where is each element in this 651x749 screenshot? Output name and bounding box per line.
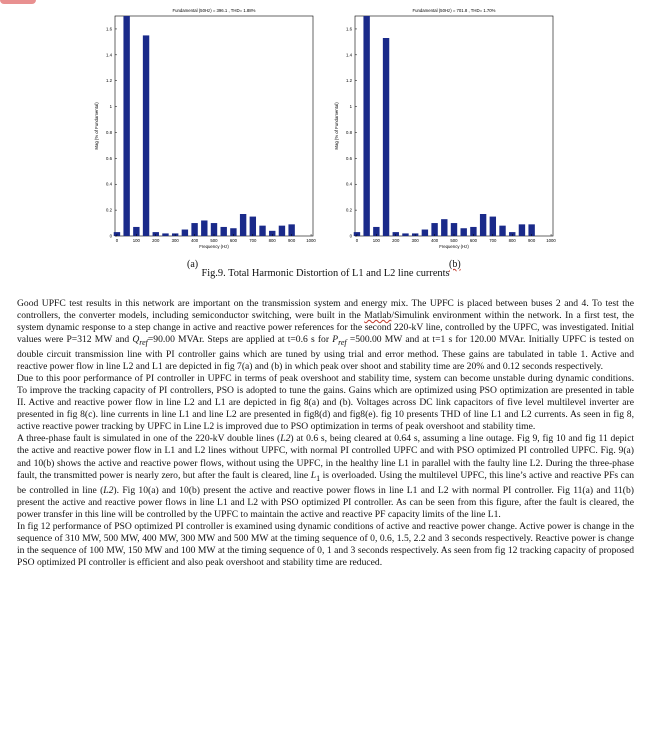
logo-fragment <box>0 0 36 4</box>
x-tick-label: 600 <box>469 238 477 243</box>
x-tick-label: 500 <box>210 238 218 243</box>
subfigure-label-b-text: (b) <box>449 259 461 270</box>
harmonic-bar <box>402 233 408 236</box>
body-text <box>17 298 634 569</box>
thd-chart-l2 <box>325 4 575 249</box>
y-tick-label: 0.8 <box>106 129 112 135</box>
harmonic-bar <box>490 217 496 236</box>
y-tick-label: 0.2 <box>106 207 112 213</box>
harmonic-bar <box>383 38 389 236</box>
x-tick-label: 400 <box>191 238 199 243</box>
y-tick-label: 1.2 <box>346 78 352 84</box>
x-tick-label: 0 <box>115 238 119 243</box>
harmonic-bar <box>162 233 168 236</box>
x-tick-label: 200 <box>392 238 400 243</box>
x-axis-label: Frequency (Hz) <box>199 244 229 249</box>
x-axis-label: Frequency (Hz) <box>439 244 469 249</box>
y-tick-label: 0.2 <box>346 207 352 213</box>
y-tick-label: 0.6 <box>346 155 352 161</box>
harmonic-bar <box>259 226 265 236</box>
x-tick-label: 800 <box>508 238 516 243</box>
x-tick-label: 900 <box>288 238 296 243</box>
harmonic-bar <box>363 16 369 236</box>
x-tick-label: 1000 <box>306 238 316 243</box>
harmonic-bar <box>201 220 207 236</box>
harmonic-bar <box>143 35 149 236</box>
chart-title: Fundamental (50Hz) = 396.1 , THD= 1.88% <box>172 8 256 13</box>
y-tick-label: 1 <box>349 104 352 110</box>
y-axis-label: Mag (% of Fundamental) <box>334 102 339 150</box>
harmonic-bar <box>240 214 246 236</box>
y-tick-label: 0 <box>109 233 112 239</box>
x-tick-label: 600 <box>229 238 237 243</box>
y-tick-label: 0.6 <box>106 155 112 161</box>
y-tick-label: 1.6 <box>346 26 352 32</box>
y-tick-label: 1.4 <box>106 52 112 58</box>
x-tick-label: 300 <box>171 238 179 243</box>
x-tick-label: 300 <box>411 238 419 243</box>
harmonic-bar <box>279 226 285 236</box>
x-tick-label: 100 <box>132 238 140 243</box>
harmonic-bar <box>499 226 505 236</box>
x-tick-label: 500 <box>450 238 458 243</box>
paragraph-4: In fig 12 performance of PSO optimized PI controller is examined using dynamic conditions of active and reactive power change. Active power is change in the sequence of 310 MW, 500 MW, 400 MW, 300 MW and 500 MW at the timing sequence of 0, 0.6, 1.5, 2.2 and 3 seconds respectively. Reactive power is change in the sequence of 100 MW, 150 MW and 100 MW at the timing sequence of 0, 1 and 3 seconds respectively. As seen from fig 12 tracking capacity of proposed PSO optimized PI controller is efficient and also peak overshoot and stability time are reduced. <box>17 520 634 568</box>
thd-chart-l2-svg <box>325 4 575 249</box>
harmonic-bar <box>519 224 525 236</box>
harmonic-bar <box>182 230 188 236</box>
harmonic-bar <box>123 16 129 236</box>
y-tick-label: 0.4 <box>106 181 112 187</box>
y-tick-label: 0 <box>349 233 352 239</box>
paragraph-1: Good UPFC test results in this network are important on the transmission system and energy mix. The UPFC is placed between buses 2 and 4. To test the controllers, the converter models, including semiconductor switching, were built in the Matlab/Simulink environment within the network. In a first test, the system dynamic response to a step change in active and reactive power references for the second 220-kV line, controlled by the UPFC, was investigated. Initial values were P=312 MW and $Q_{ref}=90.00$ MVAr. Steps are applied at t=0.6 s for $P_{ref} =500.00$ MW and at t=1 s for 120.00 MVAr. Initially UPFC is tested on double circuit transmission line with PI controller gains which are tuned by using trial and error method. These gains are tabulated in table 1. Active and reactive power flow in line L2 and L1 are depicted in fig 7(a) and (b) in which peak over shoot and stability time are 20% and 0.12 seconds respectively. <box>17 298 634 373</box>
x-tick-label: 800 <box>268 238 276 243</box>
y-tick-label: 1.2 <box>106 78 112 84</box>
x-tick-label: 100 <box>372 238 380 243</box>
harmonic-bar <box>422 230 428 236</box>
thd-chart-l1 <box>85 4 335 249</box>
y-tick-label: 1.6 <box>106 26 112 32</box>
x-tick-label: 700 <box>489 238 497 243</box>
y-tick-label: 0.4 <box>346 181 352 187</box>
x-tick-label: 1000 <box>546 238 556 243</box>
subfigure-label-a: (a) <box>187 259 199 270</box>
paragraph-3: A three-phase fault is simulated in one of the 220-kV double lines (L2) at 0.6 s, being cleared at 0.64 s, assuming a line outage. Fig 9, fig 10 and fig 11 depict the active and reactive power flow in L1 and L2 lines without UPFC, with normal PI controlled UPFC and with PSO optimized PI controlled UPFC. Fig. 9(a) and 10(b) shows the active and reactive power flows, without using the UPFC, in the healthy line L1 in parallel with the faulty line L2. During the three-phase fault, the transmitted power is nearly zero, but after the fault is cleared, line $L_1$ is overloaded. Using the multilevel UPFC, this line’s active and reactive PFs can be controlled in line (L2). Fig 10(a) and 10(b) present the active and reactive power flows in line L1 and L2 with normal PI controller. Fig 11(a) and 11(b) present the active and reactive power flows in line L1 and L2 with PSO optimized PI controller. As can be seen from this figure, after the fault is cleared, the power transfer in this line will be controlled by the UPFC to maintain the active and reactive PF capacity limits of the line L1. <box>17 433 634 520</box>
chart-title: Fundamental (50Hz) = 701.8 , THD= 1.70% <box>412 8 496 13</box>
harmonic-bar <box>221 227 227 236</box>
harmonic-bar <box>441 219 447 236</box>
harmonic-bar <box>480 214 486 236</box>
thd-chart-l1-svg <box>85 4 335 249</box>
harmonic-bar <box>250 217 256 236</box>
paragraph-2: Due to this poor performance of PI controller in UPFC in terms of peak overshoot and stability time, system can become unstable during dynamic conditions. To improve the tracking capacity of PI controllers, PSO is adopted to tune the gains. Gains which are optimized using PSO optimization are presented in table II. Active and reactive power flow in line L2 and L1 are depicted in fig 8(a) and (b). Voltages across DC link capacitors of five level multilevel inverter are presented in fig 8(c). line currents in line L1 and line L2 are presented in fig8(d) and fig8(e). fig 10 presents THD of line L1 and L2 currents. As seen in fig 8, active reactive power tracking by UPFC in Line L2 is improved due to PSO optimization in terms of peak overshoot and stability time. <box>17 373 634 433</box>
x-tick-label: 200 <box>152 238 160 243</box>
figure-caption: Fig.9. Total Harmonic Distortion of L1 and L2 line currents <box>201 268 450 279</box>
x-tick-label: 0 <box>355 238 359 243</box>
x-tick-label: 900 <box>528 238 536 243</box>
harmonic-bar <box>461 228 467 236</box>
x-tick-label: 700 <box>249 238 257 243</box>
y-tick-label: 1.4 <box>346 52 352 58</box>
y-axis-label: Mag (% of Fundamental) <box>94 102 99 150</box>
x-tick-label: 400 <box>431 238 439 243</box>
y-tick-label: 0.8 <box>346 129 352 135</box>
y-tick-label: 1 <box>109 104 112 110</box>
